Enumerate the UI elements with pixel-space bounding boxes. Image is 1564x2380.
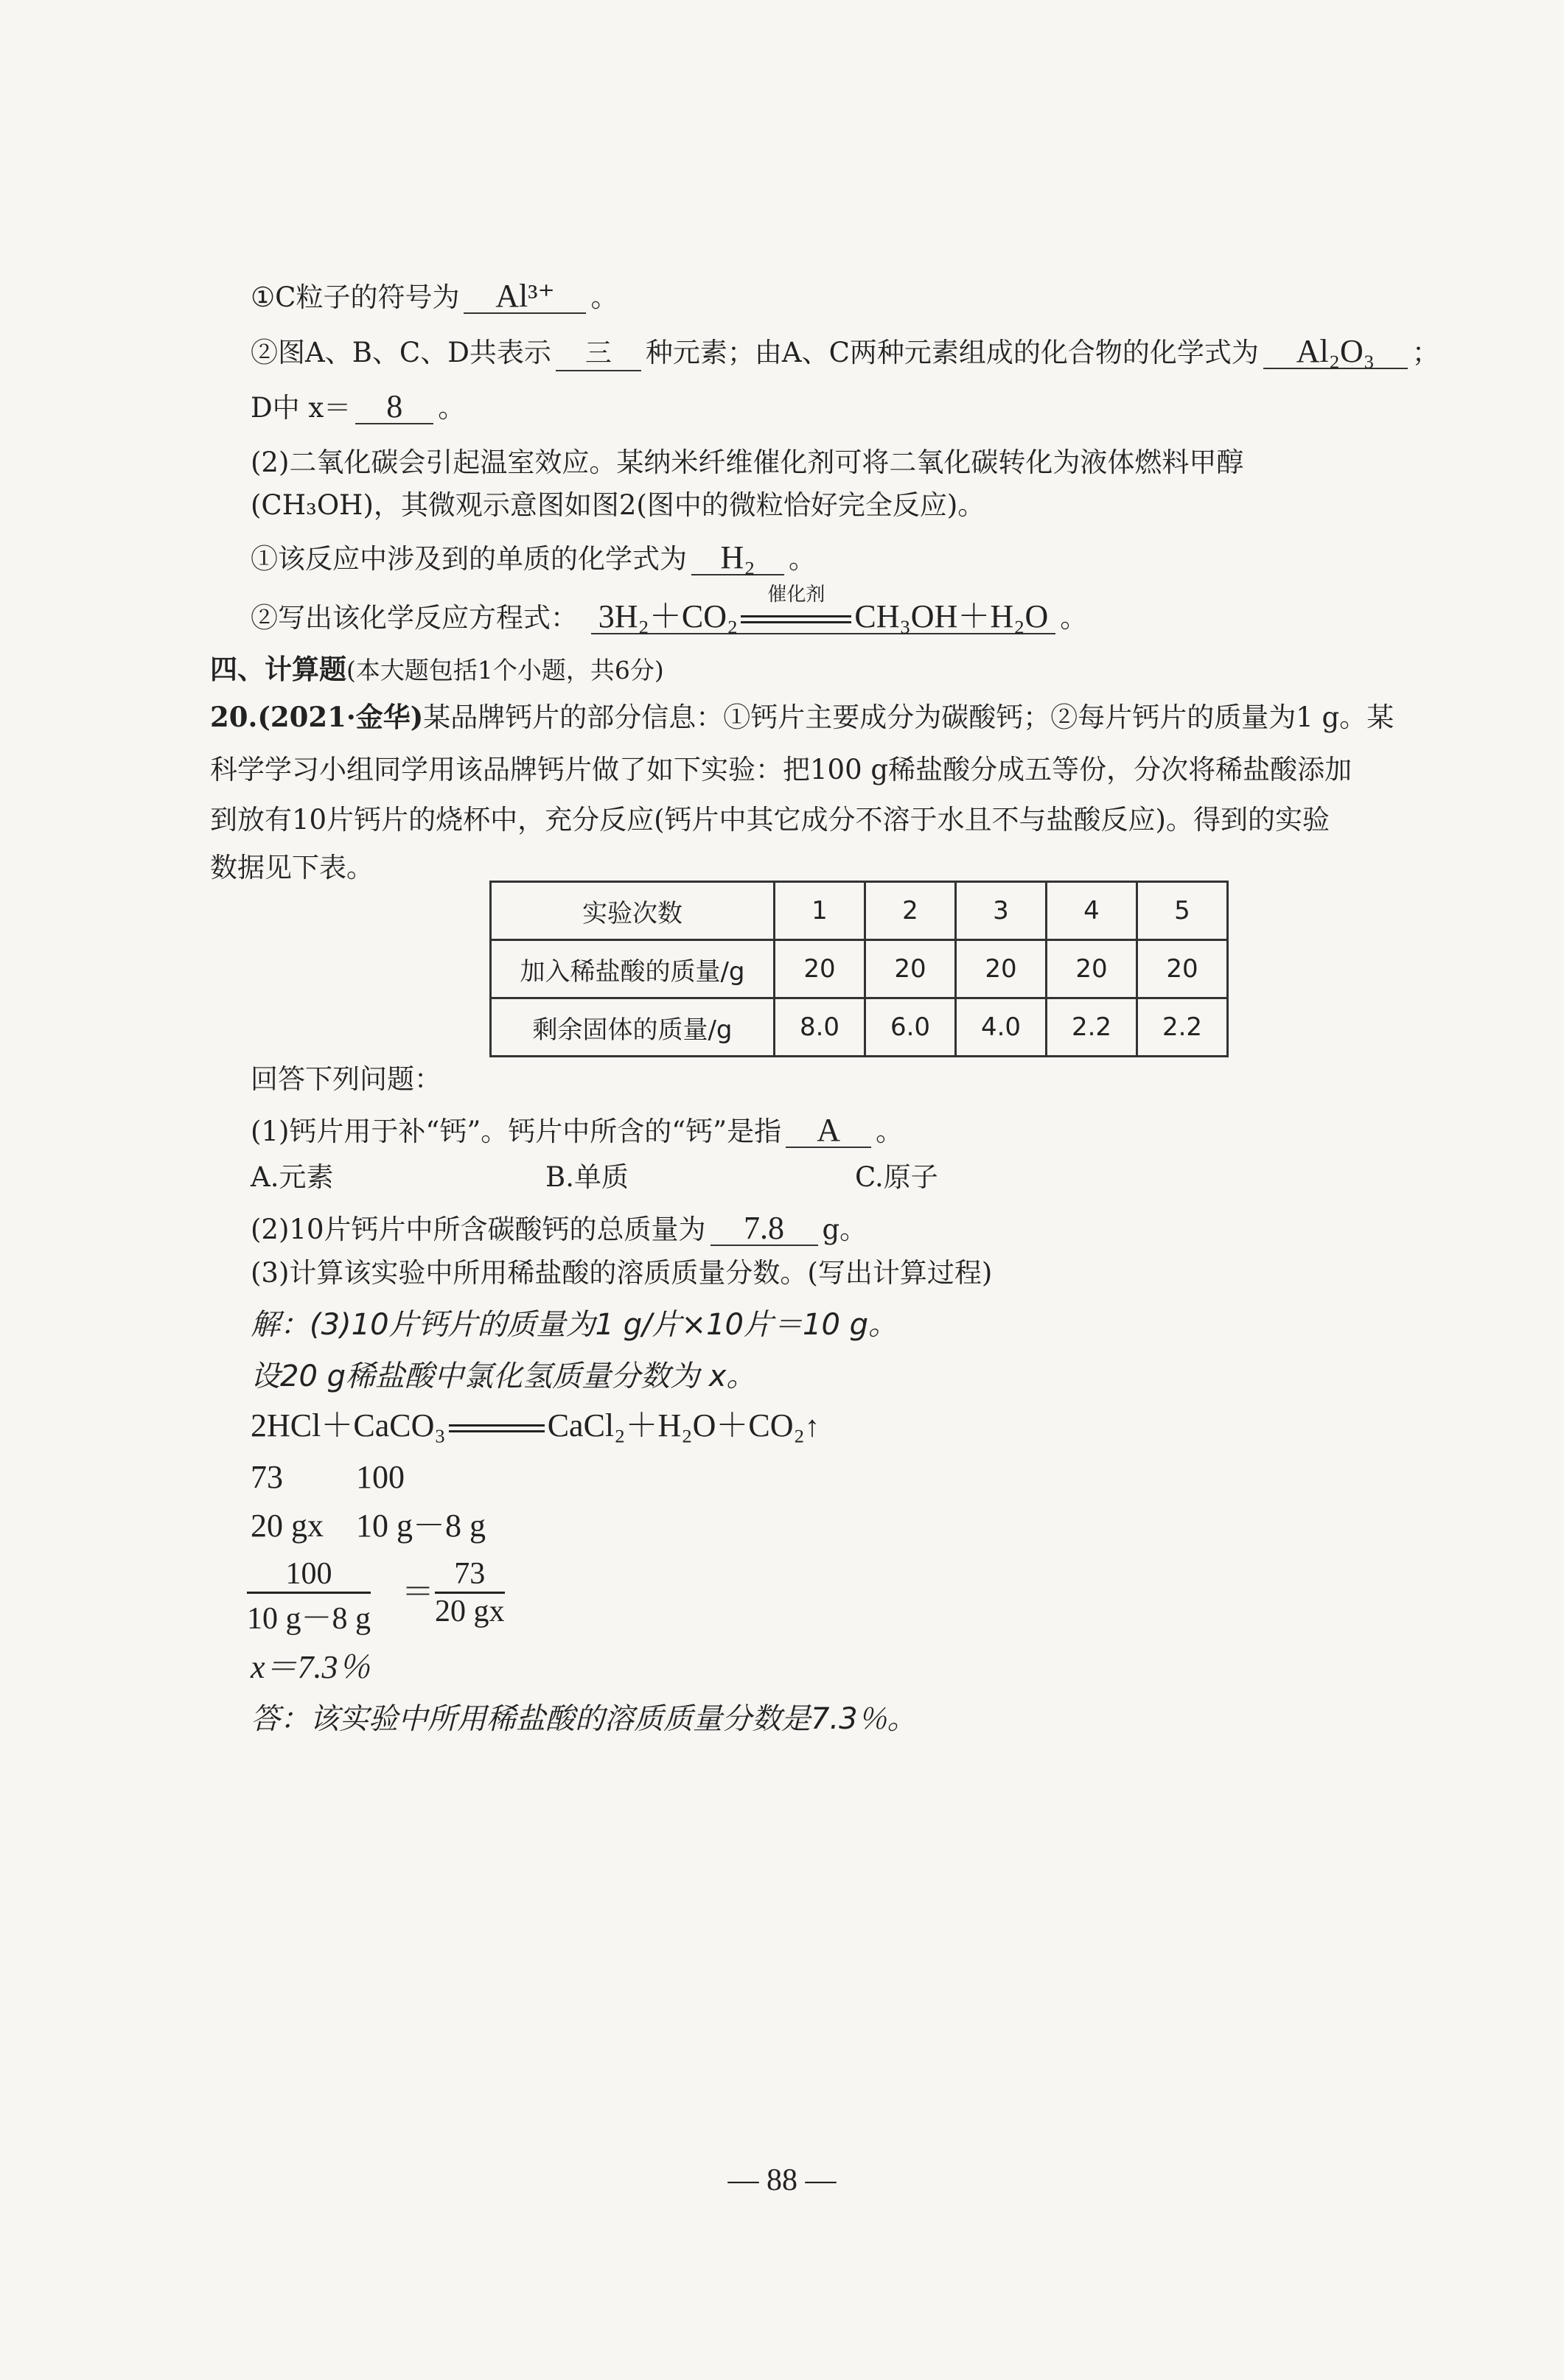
solution-equation: 2HCl＋CaCO₃ CaCl₂＋H₂O＋CO₂↑	[251, 1407, 820, 1443]
solution-answer: 答：该实验中所用稀盐酸的溶质质量分数是7.3％。	[251, 1702, 917, 1736]
table-cell: 4	[1047, 882, 1137, 940]
table-cell: 4.0	[956, 998, 1047, 1057]
answer-blank-compound: Al₂O₃	[1263, 335, 1408, 369]
table-row	[491, 940, 1228, 998]
option-a: A.元素	[251, 1161, 334, 1193]
equals-bar	[741, 615, 851, 623]
table-cell: 20	[956, 940, 1047, 998]
q19-1b: ②图A、B、C、D共表示 三 种元素；由A、C两种元素组成的化合物的化学式为 Al₂O₃ ；	[251, 335, 1439, 371]
q20-stem-l3: 到放有10片钙片的烧杯中，充分反应(钙片中其它成分不溶于水且不与盐酸反应)。得到的实验	[210, 804, 1330, 836]
table-cell: 8.0	[775, 998, 865, 1057]
q20-stem-l4: 数据见下表。	[210, 852, 374, 883]
table-row	[491, 998, 1228, 1057]
solution-result: x＝7.3％	[251, 1649, 371, 1685]
catalyst-condition: 催化剂	[738, 601, 854, 633]
table-cell: 6.0	[865, 998, 956, 1057]
table-cell: 20	[1047, 940, 1137, 998]
table-cell: 3	[956, 882, 1047, 940]
q20-stem-l1: 20.(2021·金华)某品牌钙片的部分信息：①钙片主要成分为碳酸钙；②每片钙片的质量为1 g。某	[210, 701, 1394, 733]
q20-stem-l2: 科学学习小组同学用该品牌钙片做了如下实验：把100 g稀盐酸分成五等份，分次将稀盐酸添加	[210, 754, 1352, 785]
table-cell: 2.2	[1137, 998, 1228, 1057]
answer-blank-element: H₂	[691, 542, 784, 575]
q19-1c: D中 x＝ 8 。	[251, 388, 466, 424]
table-cell: 实验次数	[491, 882, 775, 940]
q19-2a: ①该反应中涉及到的单质的化学式为 H₂ 。	[251, 539, 816, 575]
table-cell: 5	[1137, 882, 1228, 940]
q19-2b: ②写出该化学反应方程式： 3H₂＋CO₂ 催化剂 CH₃OH＋H₂O 。	[251, 584, 1088, 634]
q20-prompt: 回答下列问题：	[251, 1063, 441, 1095]
q19-1a: ①C粒子的符号为 Al³⁺ 。	[251, 278, 618, 314]
table-cell: 1	[775, 882, 865, 940]
answer-blank-x: 8	[355, 391, 433, 424]
q19-2-l1: (2)二氧化碳会引起温室效应。某纳米纤维催化剂可将二氧化碳转化为液体燃料甲醇	[251, 447, 1244, 478]
answer-blank-elements: 三	[556, 337, 641, 371]
option-b: B.单质	[545, 1161, 629, 1193]
solution-line-5: 20 gx 10 g－8 g	[251, 1508, 486, 1544]
experiment-table	[489, 881, 1229, 1057]
fraction-equals: ＝	[402, 1574, 434, 1610]
solution-line-1: 解：(3)10片钙片的质量为1 g/片×10片＝10 g。	[251, 1308, 898, 1342]
equals-bar	[449, 1424, 545, 1432]
table-cell: 20	[775, 940, 865, 998]
section-4-heading: 四、计算题(本大题包括1个小题，共6分)	[210, 653, 664, 685]
table-cell: 2	[865, 882, 956, 940]
answer-blank-ion: Al³⁺	[464, 280, 586, 314]
table-row	[491, 882, 1228, 940]
table-cell: 2.2	[1047, 998, 1137, 1057]
q20-sub3: (3)计算该实验中所用稀盐酸的溶质质量分数。(写出计算过程)	[251, 1257, 993, 1289]
solution-line-2: 设20 g稀盐酸中氯化氢质量分数为 x。	[251, 1359, 756, 1393]
q19-2-l2: (CH₃OH)，其微观示意图如图2(图中的微粒恰好完全反应)。	[251, 489, 985, 521]
page-number: — 88 —	[727, 2163, 837, 2197]
answer-blank-mass: 7.8	[711, 1212, 818, 1246]
option-c: C.原子	[855, 1161, 938, 1193]
answer-equation: 3H₂＋CO₂ 催化剂 CH₃OH＋H₂O	[591, 601, 1055, 634]
table-cell: 加入稀盐酸的质量/g	[491, 940, 775, 998]
gas-arrow-icon: ↑	[804, 1410, 820, 1443]
q20-sub1: (1)钙片用于补“钙”。钙片中所含的“钙”是指 A 。	[251, 1112, 904, 1148]
solution-line-4: 73 100	[251, 1459, 405, 1495]
q20-sub2: (2)10片钙片中所含碳酸钙的总质量为 7.8 g。	[251, 1210, 867, 1246]
table-cell: 20	[865, 940, 956, 998]
fraction-right: $\frac{73}{20 gx}$	[435, 1557, 505, 1628]
fraction-left: $\frac{100}{10 g-8 g}$	[247, 1557, 371, 1636]
answer-blank-calcium: A	[786, 1114, 871, 1148]
table-cell: 剩余固体的质量/g	[491, 998, 775, 1057]
table-cell: 20	[1137, 940, 1228, 998]
